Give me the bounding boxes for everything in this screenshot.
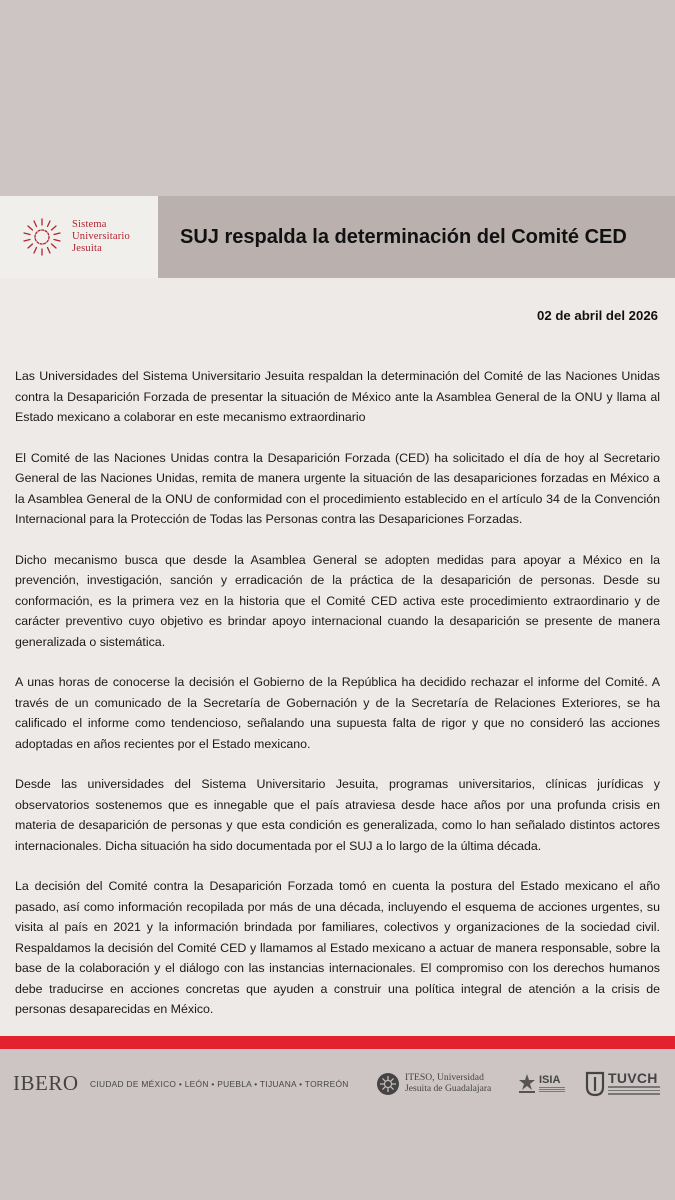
- iteso-logo-text: [405, 1073, 491, 1094]
- logo-line-universitario: Universitario: [72, 231, 131, 242]
- suj-sunburst-icon: [20, 215, 64, 259]
- isia-tagline: [539, 1087, 565, 1093]
- tuvch-shield-icon: [585, 1071, 605, 1097]
- ibero-logo: IBERO: [13, 1071, 79, 1095]
- document-text: [15, 366, 660, 1040]
- iteso-seal-icon: [376, 1072, 400, 1096]
- logo-line-jesuita: Jesuita: [72, 243, 102, 254]
- document-title: SUJ respalda la determinación del Comité CED: [180, 225, 627, 248]
- iteso-line-1: ITESO, Universidad: [405, 1072, 484, 1083]
- logo-line-sistema: Sistema: [72, 219, 107, 230]
- paragraph-2: El Comité de las Naciones Unidas contra la Desaparición Forzada (CED) ha solicitado el día de hoy al Secretario General de las Naciones Unidas, remita de manera urgente la situación de las desapariciones forzadas en México a la Asamblea General de la ONU de conformidad con el procedimiento establecido en el artículo 34 de la Convención Internacional para la Protección de Todas las Personas contra las Desapariciones Forzadas.: [15, 450, 660, 526]
- document-header: [0, 196, 675, 278]
- ibero-campuses: CIUDAD DE MÉXICO • LEÓN • PUEBLA • TIJUANA • TORREÓN: [90, 1079, 349, 1089]
- university-logos: [0, 1069, 675, 1099]
- isia-emblem-icon: [516, 1072, 538, 1096]
- paragraph-5: Desde las universidades del Sistema Universitario Jesuita, programas universitarios, clínicas jurídicas y observatorios sostenemos que es innegable que el país atraviesa desde hace años por una profunda crisis en materia de desaparición de personas y que esta condición es generalizada, como lo han señalado distintos actores internacionales. Dicha situación ha sido documentada por el SUJ a lo largo de la última década.: [15, 777, 660, 853]
- suj-logo: [0, 196, 158, 278]
- footer: [0, 1049, 675, 1200]
- document-date: 02 de abril del 2026: [537, 308, 658, 323]
- iteso-line-2: Jesuita de Guadalajara: [405, 1082, 492, 1094]
- document-body: [0, 278, 675, 1036]
- paragraph-3: Dicho mecanismo busca que desde la Asamblea General se adopten medidas para apoyar a México en la prevención, investigación, sanción y erradicación de la práctica de la desaparición de personas. Desde su conformación, es la primera vez en la historia que el Comité CED activa este procedimiento extraordinario y de carácter preventivo cuyo objetivo es brindar apoyo internacional cuando la desaparición se presente de manera generalizada o sistemática.: [15, 552, 660, 649]
- paragraph-6: La decisión del Comité contra la Desaparición Forzada tomó en cuenta la postura del Estado mexicano el año pasado, así como información recopilada por más de una década, incluyendo el esquema de acciones urgentes, su visita al país en 2021 y la información brindada por familiares, colectivos y organizaciones de la sociedad civil. Respaldamos la decisión del Comité CED y llamamos al Estado mexicano a actuar de manera responsable, sobre la base de la colaboración y el diálogo con las instancias internacionales. El compromiso con los derechos humanos debe traducirse en acciones concretas que ayuden a construir una política integral de atención a la crisis de personas desaparecidas en México.: [15, 879, 660, 1016]
- tuvch-logo-text: TUVCH: [608, 1070, 658, 1086]
- paragraph-1: Las Universidades del Sistema Universitario Jesuita respaldan la determinación del Comité de las Naciones Unidas contra la Desaparición Forzada de presentar la situación de México ante la Asamblea General de la ONU y llama al Estado mexicano a colaborar en este mecanismo extraordinario: [15, 369, 660, 424]
- accent-divider: [0, 1036, 675, 1049]
- isia-logo-text: ISIA: [539, 1074, 561, 1086]
- paragraph-4: A unas horas de conocerse la decisión el Gobierno de la República ha decidido rechazar el informe del Comité. A través de un comunicado de la Secretaría de Gobernación y de la Secretaría de Relaciones Exteriores, se ha calificado el informe como tendencioso, señalando una supuesta falta de rigor y que no consideró las acciones adoptadas en años recientes por el Estado mexicano.: [15, 675, 660, 751]
- top-banner: [0, 0, 675, 196]
- suj-logo-text: [72, 219, 130, 255]
- tuvch-tagline: [608, 1086, 660, 1097]
